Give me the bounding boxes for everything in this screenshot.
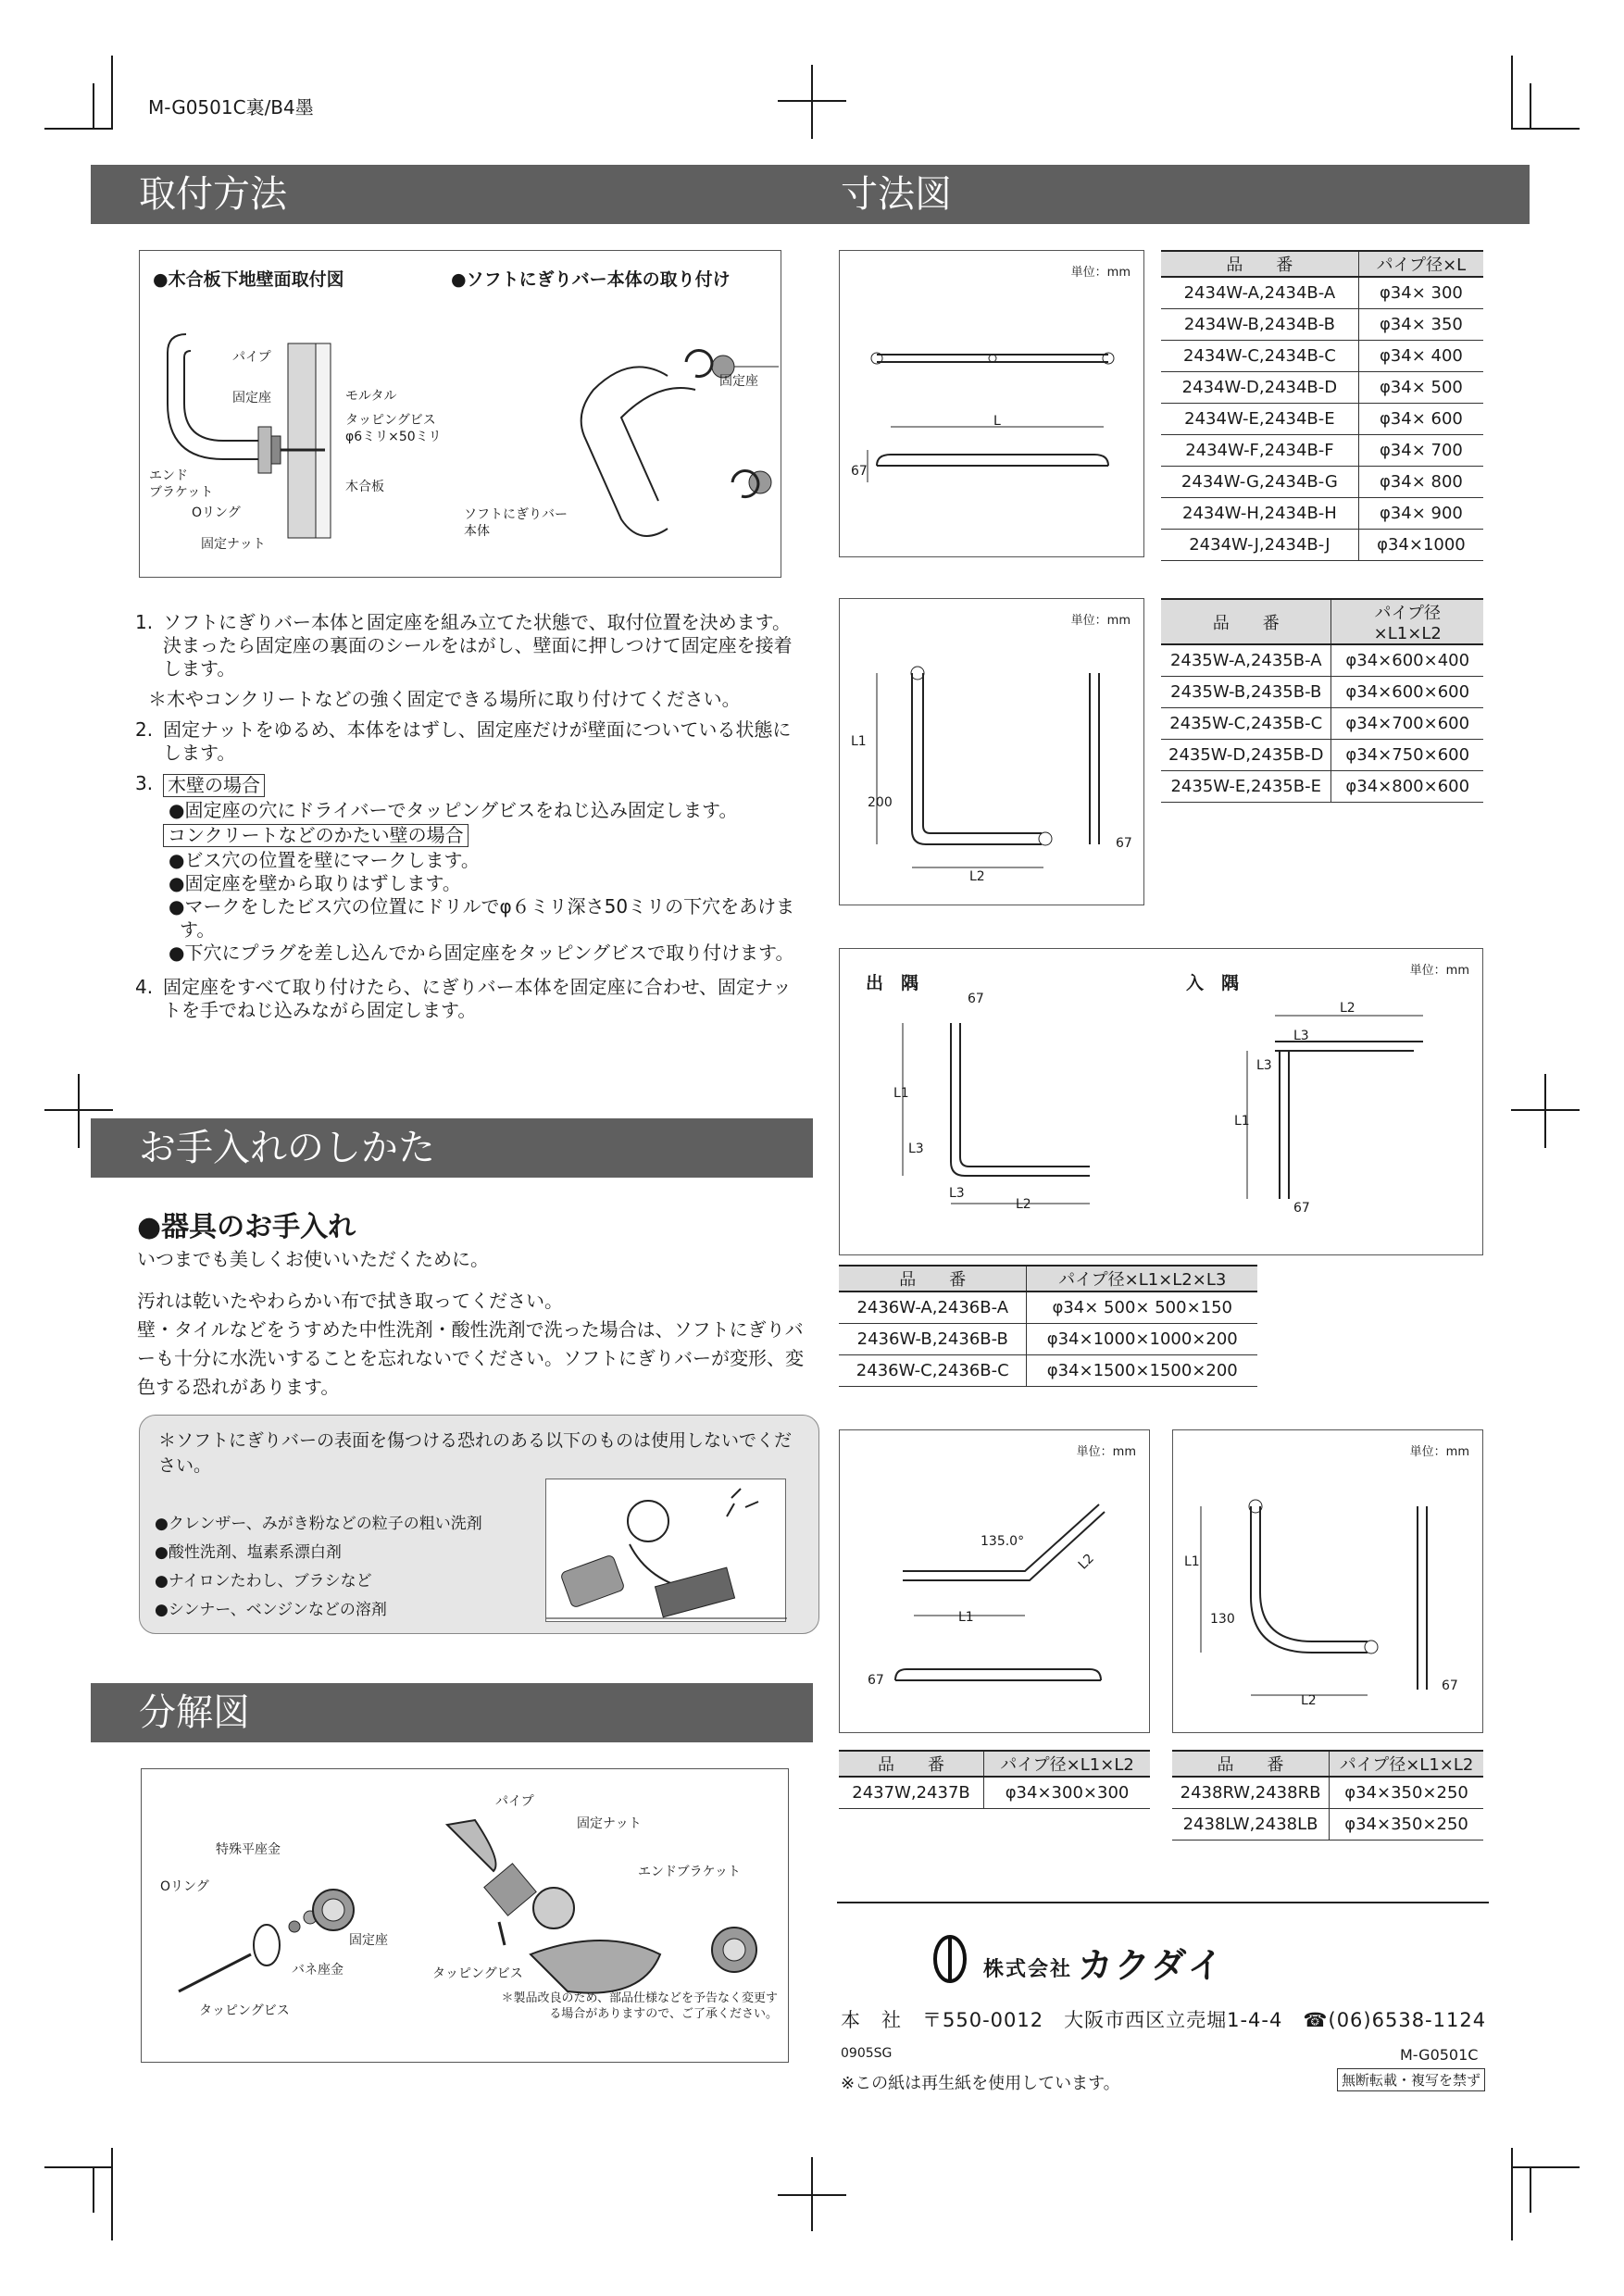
table-row [1161,497,1483,529]
dim-L: L [993,414,1001,429]
label-end: エンド [149,468,188,483]
step-1-note: ＊木やコンクリートなどの強く固定できる場所に取り付けてください。 [148,688,741,710]
table-header: パイプ径×L1×L2 [1331,599,1483,644]
product-number-cell: 2434W-F,2434B-F [1161,434,1358,466]
dim-130: 130 [1210,1612,1235,1627]
crop-mark [811,65,813,139]
table-header: パイプ径×L [1358,251,1483,277]
label-mortar: モルタル [345,389,397,404]
company-name [983,1937,1225,1988]
label-o-ring: Oリング [192,505,241,520]
table-row [839,1292,1257,1323]
crop-mark [93,2166,94,2213]
step-4 [135,976,802,1022]
dim-L3: L3 [908,1142,924,1156]
dim-L1: L1 [1234,1114,1250,1129]
product-number-cell: 2435W-E,2435B-E [1161,770,1331,802]
label-spring-washer: バネ座金 [292,1963,344,1978]
section-dimensions-header [813,165,1530,224]
unit-label: 単位：mm [1409,1445,1469,1459]
inner-corner-label: 入 隅 [1186,973,1240,993]
step-number: 4. [135,976,154,998]
wood-wall-bullet: ●固定座の穴にドライバーでタッピングビスをねじ込み固定します。 [169,799,738,821]
care-text [137,1245,813,1409]
crop-mark [78,1074,80,1148]
table-row [839,1323,1257,1354]
curved-bar-drawing [1173,1430,1484,1734]
table-row [1172,1808,1483,1840]
outer-corner-label: 出 隅 [866,973,919,993]
table-row [1161,739,1483,770]
label-plywood: 木合板 [345,480,384,494]
dimension-cell: φ34×600×600 [1331,676,1483,707]
dim-L3: L3 [1256,1058,1272,1073]
table-header: 品 番 [839,1751,984,1777]
table-row [1161,340,1483,371]
dim-angle: 135.0° [981,1534,1025,1549]
label-pipe: パイプ [232,350,271,365]
table-header: 品 番 [839,1266,1027,1292]
product-number-cell: 2434W-J,2434B-J [1161,529,1358,560]
warning-illustration [545,1479,786,1622]
care-paragraph: 壁・タイルなどをうすめた中性洗剤・酸性洗剤で洗った場合は、ソフトにぎりバーも十分に水洗いすることを忘れないでください。ソフトにぎりバーが変形、変色する恐れがあります。 [137,1318,804,1398]
unit-label: 単位：mm [1409,964,1469,978]
table-row [839,1354,1257,1386]
product-number-cell: 2436W-C,2436B-C [839,1354,1027,1386]
step-number: 1. [135,611,154,633]
product-number-cell: 2435W-D,2435B-D [1161,739,1331,770]
step-number: 3. [135,772,154,794]
crop-mark [1511,56,1513,130]
mounting-steps [135,611,802,1029]
table-row [1161,403,1483,434]
section-title: 寸法図 [841,173,952,216]
dim-L2: L2 [1340,1001,1355,1016]
warning-list [155,1510,482,1625]
corner-bar-drawing [840,949,1484,1256]
table-row [1161,308,1483,340]
spec-table-2436 [839,1265,1257,1387]
concrete-bullet: ●マークをしたビス穴の位置にドリルでφ６ミリ深さ50ミリの下穴をあけます。 [169,895,795,941]
dimension-cell: φ34×1000×1000×200 [1027,1323,1257,1354]
dimension-cell: φ34× 700 [1358,434,1483,466]
label-fixing-nut: 固定ナット [201,537,266,552]
dim-L2: L2 [969,869,985,884]
dim-figure-2434 [839,250,1144,557]
straight-bar-drawing [840,251,1145,558]
dimension-cell: φ34×1000 [1358,529,1483,560]
dim-L1: L1 [958,1610,974,1625]
dimension-cell: φ34× 400 [1358,340,1483,371]
label-bar-body-2: 本体 [464,524,490,539]
label-tapping-screw: タッピングビス [345,413,436,428]
dim-figure-2436 [839,948,1483,1255]
crop-mark [44,1109,113,1111]
company-prefix: 株式会社 [983,1958,1073,1981]
label-bar-body-1: ソフトにぎりバー [464,507,568,522]
crop-mark [93,83,94,130]
dim-L1: L1 [893,1086,909,1101]
dim-L3: L3 [949,1186,965,1201]
dimension-cell: φ34×350×250 [1330,1777,1483,1808]
section-title: 取付方法 [139,173,287,216]
product-number-cell: 2435W-C,2435B-C [1161,707,1331,739]
crop-mark [778,2194,846,2196]
spec-table-2434 [1161,250,1483,561]
table-row [1161,371,1483,403]
label-fixed-seat-right: 固定座 [719,374,758,389]
label-bracket: ブラケット [149,485,214,500]
label-tapping-screw-2: タッピングビス [432,1966,523,1981]
label-pipe: パイプ [495,1794,534,1809]
document-code: M-G0501C [1400,2046,1479,2064]
step-3 [135,772,802,799]
crop-mark [44,2166,113,2168]
unit-label: 単位：mm [1076,1445,1136,1459]
dim-figure-2437 [839,1429,1150,1733]
dimension-cell: φ34× 800 [1358,466,1483,497]
unit-label: 単位：mm [1070,266,1131,280]
warning-item: ●ナイロンたわし、ブラシなど [155,1572,372,1591]
dim-L3: L3 [1293,1029,1309,1043]
table-row [1161,529,1483,560]
label-end-bracket: エンドブラケット [638,1865,741,1879]
unit-label: 単位：mm [1070,614,1131,628]
product-number-cell: 2434W-B,2434B-B [1161,308,1358,340]
product-number-cell: 2438LW,2438LB [1172,1808,1330,1840]
dimension-cell: φ34× 500× 500×150 [1027,1292,1257,1323]
table-header: パイプ径×L1×L2×L3 [1027,1266,1257,1292]
crop-mark [1511,2148,1513,2240]
figure-title-right: ●ソフトにぎりバー本体の取り付け [451,269,731,290]
dimension-cell: φ34×800×600 [1331,770,1483,802]
l-shaped-bar-drawing [840,599,1145,906]
product-number-cell: 2436W-A,2436B-A [839,1292,1027,1323]
dimension-cell: φ34×600×400 [1331,644,1483,676]
label-fixed-seat: 固定座 [232,391,271,406]
step-text: 固定座をすべて取り付けたら、にぎりバー本体を固定座に合わせ、固定ナットを手でねじ込みながら固定します。 [163,976,792,1021]
label-fixing-nut: 固定ナット [577,1816,642,1831]
document-id: M-G0501C裏/B4墨 [148,96,314,119]
dim-200: 200 [868,795,893,810]
dimension-cell: φ34× 500 [1358,371,1483,403]
product-number-cell: 2434W-C,2434B-C [1161,340,1358,371]
product-number-cell: 2435W-B,2435B-B [1161,676,1331,707]
crop-mark [1511,2166,1580,2168]
section-disassembly-header [91,1683,813,1742]
warning-item: ●シンナー、ベンジンなどの溶剤 [155,1601,387,1619]
care-heading: ●器具のお手入れ [137,1211,356,1243]
table-header: パイプ径×L1×L2 [1330,1751,1483,1777]
table-row [1161,466,1483,497]
dimension-cell: φ34× 350 [1358,308,1483,340]
dim-L2: L2 [1016,1197,1031,1212]
wall-mounting-illustration [140,251,782,579]
figure-title-left: ●木合板下地壁面取付図 [153,269,344,290]
warning-box [139,1415,819,1634]
product-number-cell: 2437W,2437B [839,1777,984,1808]
recycled-paper-note: ※この紙は再生紙を使用しています。 [841,2074,1120,2093]
disassembly-note: ＊製品改良のため、部品仕様などを予告なく変更する場合がありますので、ご了承ください。 [501,1991,778,2021]
crop-mark [1511,128,1580,130]
dimension-cell: φ34×700×600 [1331,707,1483,739]
crop-mark [1530,83,1531,130]
dim-67: 67 [1442,1678,1458,1693]
section-care-header [91,1118,813,1178]
dim-67: 67 [968,992,984,1006]
label-tapping-screw: タッピングビス [199,2003,290,2018]
table-header: パイプ径×L1×L2 [984,1751,1150,1777]
label-screw-size: φ6ミリ×50ミリ [345,430,442,444]
spec-table-2435 [1161,598,1483,803]
print-code: 0905SG [841,2046,893,2061]
crop-mark [1530,2166,1531,2213]
dimension-cell: φ34× 900 [1358,497,1483,529]
dimension-cell: φ34×750×600 [1331,739,1483,770]
dimension-cell: φ34× 600 [1358,403,1483,434]
dim-L2: L2 [1301,1693,1317,1708]
table-row [1161,434,1483,466]
dim-67: 67 [1116,836,1132,851]
concrete-bullet: ●下穴にプラグを差し込んでから固定座をタッピングビスで取り付けます。 [169,942,794,964]
table-row [1161,707,1483,739]
crop-mark [778,100,846,102]
crop-mark [1544,1074,1546,1148]
concrete-bullet: ●ビス穴の位置を壁にマークします。 [169,849,480,871]
product-number-cell: 2434W-H,2434B-H [1161,497,1358,529]
table-header: 品 番 [1161,599,1331,644]
step-number: 2. [135,718,154,741]
dimension-cell: φ34×300×300 [984,1777,1150,1808]
step-text: 固定ナットをゆるめ、本体をはずし、固定座だけが壁面についている状態にします。 [163,718,792,764]
dim-L1: L1 [1184,1554,1200,1569]
label-o-ring: Oリング [160,1879,209,1894]
warning-item: ●酸性洗剤、塩素系漂白剤 [155,1543,342,1562]
step-2 [135,718,802,765]
crop-mark [111,56,113,130]
footer-divider [837,1902,1489,1903]
table-row [1161,644,1483,676]
section-mounting-header [91,165,813,224]
dim-figure-2438 [1172,1429,1483,1733]
company-brand: カクダイ [1078,1945,1225,1986]
dim-L1: L1 [851,734,867,749]
product-number-cell: 2435W-A,2435B-A [1161,644,1331,676]
section-title: 分解図 [139,1691,250,1734]
concrete-wall-title: コンクリートなどのかたい壁の場合 [163,824,468,847]
table-row [1172,1777,1483,1808]
crop-mark [44,128,113,130]
table-row [1161,676,1483,707]
copyright-notice: 無断転載・複写を禁ず [1337,2068,1485,2091]
dimension-cell: φ34×1500×1500×200 [1027,1354,1257,1386]
label-special-washer: 特殊平座金 [216,1842,281,1857]
concrete-bullet: ●固定座を壁から取りはずします。 [169,872,461,894]
dim-67: 67 [1293,1201,1310,1216]
spec-table-2437 [839,1750,1150,1809]
product-number-cell: 2436W-B,2436B-B [839,1323,1027,1354]
table-header: 品 番 [1161,251,1358,277]
crop-mark [1511,1109,1580,1111]
table-header: 品 番 [1172,1751,1330,1777]
product-number-cell: 2438RW,2438RB [1172,1777,1330,1808]
care-paragraph: いつまでも美しくお使いいただくために。 [137,1248,489,1270]
company-address: 本 社 〒550-0012 大阪市西区立売堀1-4-4 ☎(06)6538-1124 [841,2009,1487,2031]
crop-mark [111,2148,113,2240]
angled-bar-drawing [840,1430,1151,1734]
dim-figure-2435 [839,598,1144,905]
product-number-cell: 2434W-G,2434B-G [1161,466,1358,497]
dimension-cell: φ34× 300 [1358,277,1483,308]
product-number-cell: 2434W-E,2434B-E [1161,403,1358,434]
dim-L2: L2 [1075,1551,1097,1573]
label-fixed-seat: 固定座 [349,1933,388,1948]
mounting-figure [139,250,781,578]
warning-item: ●クレンザー、みがき粉などの粒子の粗い洗剤 [155,1515,482,1533]
warning-intro: ＊ソフトにぎりバーの表面を傷つける恐れのある以下のものは使用しないでください。 [158,1430,793,1476]
wood-wall-title: 木壁の場合 [163,774,265,797]
table-row [1161,277,1483,308]
company-logo [924,1933,976,1985]
care-paragraph: 汚れは乾いたやわらかい布で拭き取ってください。 [137,1290,563,1312]
table-row [1161,770,1483,802]
step-text: ソフトにぎりバー本体と固定座を組み立てた状態で、取付位置を決めます。決まったら固定座の裏面のシールをはがし、壁面に押しつけて固定座を接着します。 [163,611,793,680]
dimension-cell: φ34×350×250 [1330,1808,1483,1840]
section-title: お手入れのしかた [139,1127,435,1169]
spec-table-2438 [1172,1750,1483,1841]
product-number-cell: 2434W-D,2434B-D [1161,371,1358,403]
dim-67: 67 [851,464,868,479]
dim-67: 67 [868,1673,884,1688]
product-number-cell: 2434W-A,2434B-A [1161,277,1358,308]
step-1 [135,611,802,680]
table-row [839,1777,1150,1808]
